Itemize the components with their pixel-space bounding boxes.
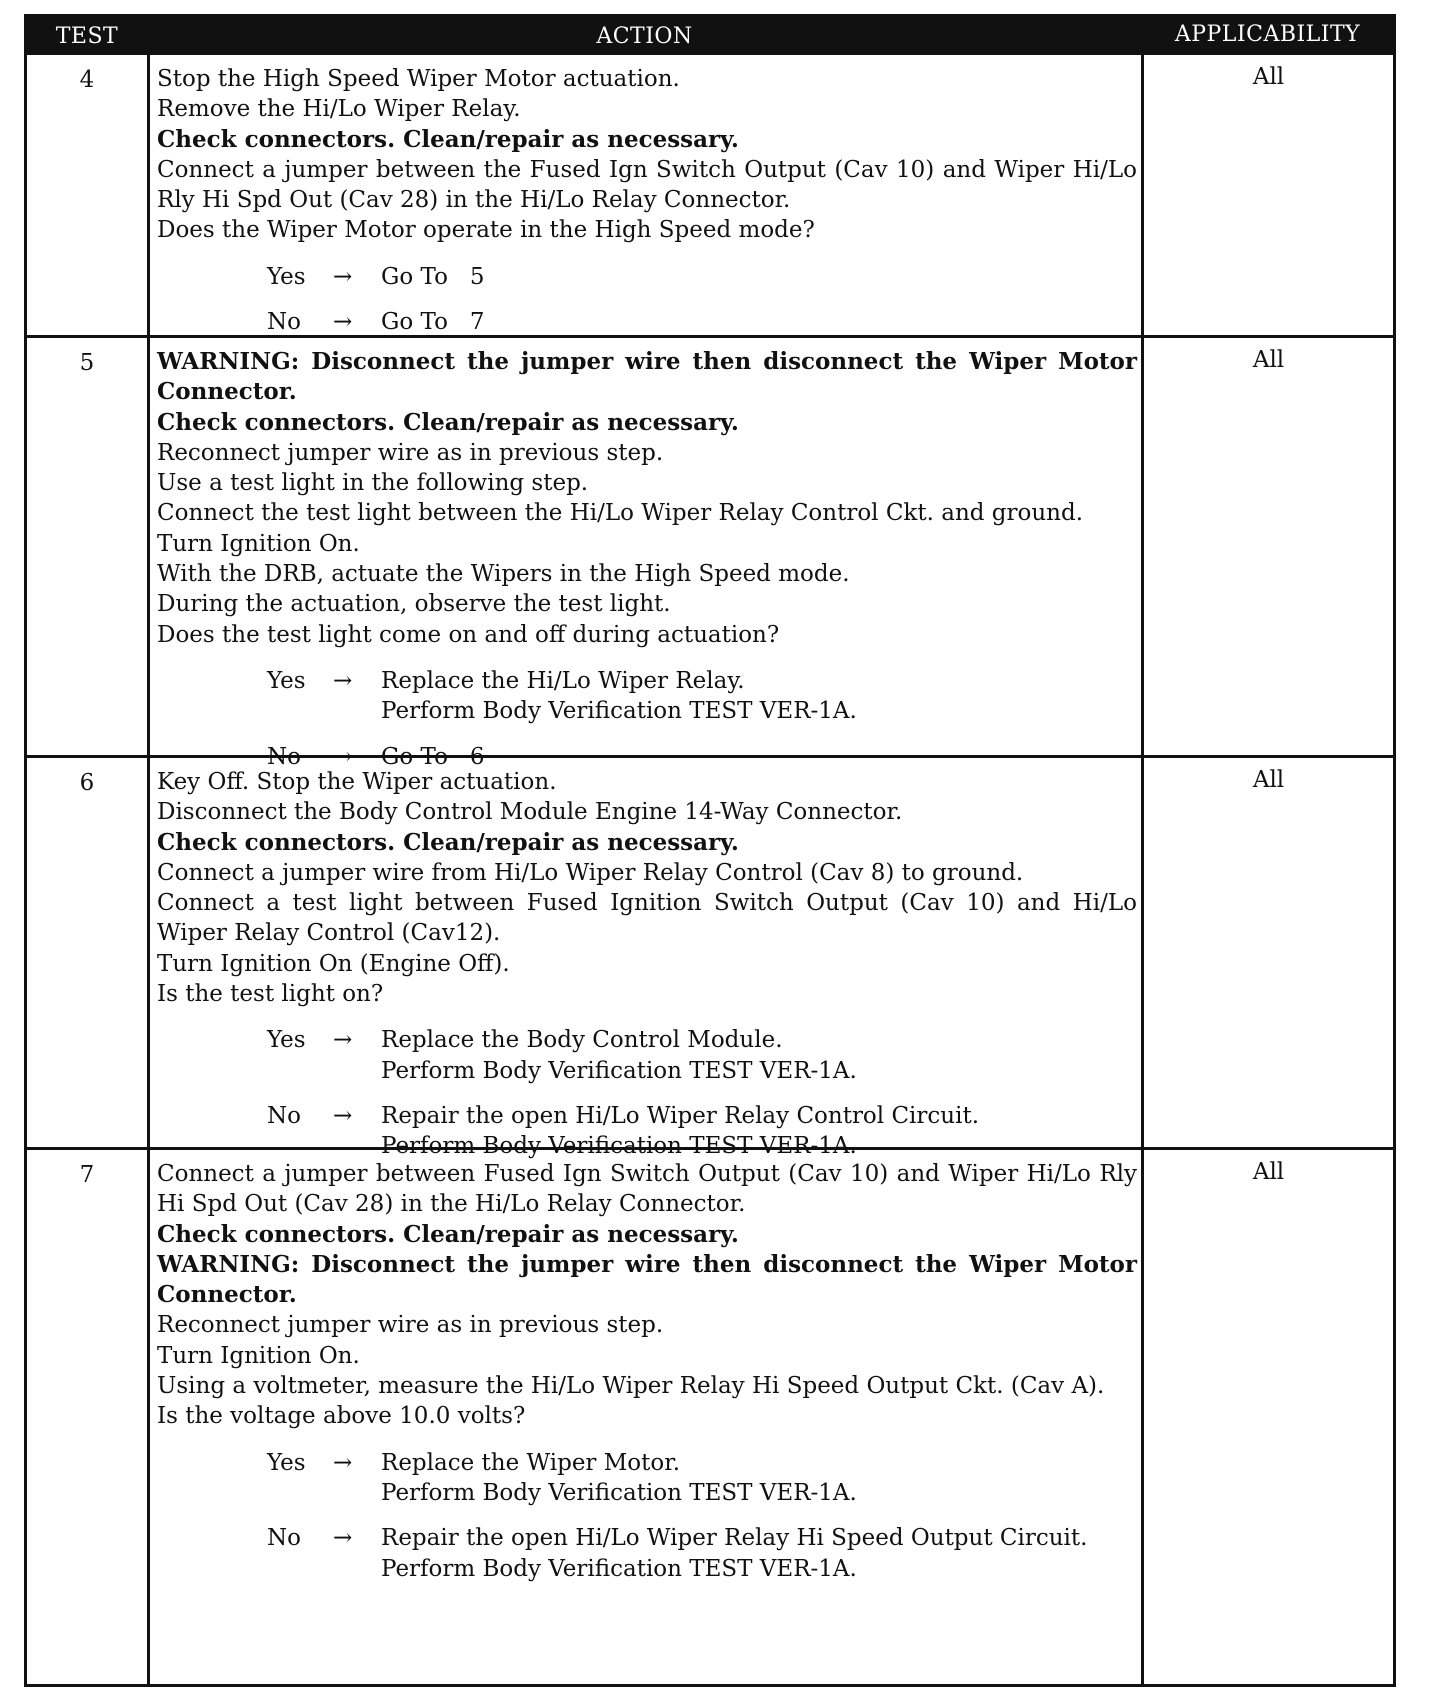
test-number: 7 [79,1162,95,1188]
action-cell [157,1159,1137,1584]
response-answer: Yes [267,263,306,290]
arrow-icon: → [333,1525,353,1552]
action-steps [157,767,1137,1009]
result-line: Perform Body Verification TEST VER-1A. [381,1057,857,1084]
header-action: ACTION [596,24,693,49]
action-step: Reconnect jumper wire as in previous step. [157,1312,664,1339]
test-row-4 [27,55,1393,335]
action-cell [157,767,1137,1162]
action-step: Check connectors. Clean/repair as necessary. [157,408,739,436]
arrow-icon: → [333,743,353,770]
action-step: Does the test light come on and off during actuation? [157,621,780,648]
action-step: Stop the High Speed Wiper Motor actuation. [157,66,680,92]
arrow-icon: → [333,1102,353,1129]
result-line: Go To 5 [381,263,485,290]
result-line: Repair the open Hi/Lo Wiper Relay Hi Speed Output Circuit. [381,1525,1088,1552]
result-line: Perform Body Verification TEST VER-1A. [381,1479,857,1506]
result-line: Perform Body Verification TEST VER-1A. [381,1133,857,1160]
action-step: Reconnect jumper wire as in previous step. [157,439,664,466]
arrow-icon: → [333,309,353,336]
response-yes [267,1025,1137,1086]
action-step: Is the voltage above 10.0 volts? [157,1403,526,1430]
arrow-icon: → [333,263,353,290]
response-yes [267,1448,1137,1509]
result-line: Replace the Body Control Module. [381,1027,783,1054]
action-step: Use a test light in the following step. [157,470,589,497]
action-step: Turn Ignition On (Engine Off). [157,950,510,977]
test-row-6 [27,755,1393,1160]
response-answer: No [267,309,301,336]
response-result [381,666,1137,727]
action-step: Connect a test light between Fused Ignition Switch Output (Cav 10) and Hi/Lo Wiper Relay Control (Cav12). [157,890,1137,947]
result-line: Replace the Hi/Lo Wiper Relay. [381,667,745,694]
action-step: Connect a jumper wire from Hi/Lo Wiper Relay Control (Cav 8) to ground. [157,859,1024,886]
action-steps [157,347,1137,650]
action-step: Check connectors. Clean/repair as necessary. [157,828,739,856]
response-result [381,1025,1137,1086]
applicability-value: All [1252,64,1285,90]
action-step: WARNING: Disconnect the jumper wire then disconnect the Wiper Motor Connector. [157,1250,1137,1309]
header-test: TEST [55,24,119,49]
action-step: During the actuation, observe the test light. [157,591,671,618]
action-step: Connect the test light between the Hi/Lo Wiper Relay Control Ckt. and ground. [157,500,1084,527]
response-result [381,1448,1137,1509]
action-step: Connect a jumper between the Fused Ign Switch Output (Cav 10) and Wiper Hi/Lo Rly Hi Spd Out (Cav 28) in the Hi/Lo Relay Connector. [157,156,1137,214]
applicability-value: All [1252,767,1285,793]
result-line: Go To 6 [381,743,485,770]
action-steps [157,64,1137,246]
response-result [381,262,1137,292]
applicability-value: All [1252,1159,1285,1185]
response-result [381,1523,1137,1584]
arrow-icon: → [333,1027,353,1054]
test-number: 6 [79,770,95,796]
action-step: Does the Wiper Motor operate in the High Speed mode? [157,217,815,244]
table-header [27,17,1393,55]
action-steps [157,1159,1137,1432]
response-answer: Yes [267,1449,306,1476]
diagnostic-test-table [24,14,1396,1687]
action-step: Disconnect the Body Control Module Engine 14-Way Connector. [157,799,903,826]
action-step: Connect a jumper between Fused Ign Switch Output (Cav 10) and Wiper Hi/Lo Rly Hi Spd Out (Cav 28) in the Hi/Lo Relay Connector. [157,1161,1137,1218]
applicability-value: All [1252,347,1285,373]
action-cell [157,64,1137,337]
test-row-7 [27,1147,1393,1684]
response-yes [267,262,1137,292]
response-answer: No [267,1102,301,1129]
result-line: Repair the open Hi/Lo Wiper Relay Control Circuit. [381,1102,979,1129]
arrow-icon: → [333,667,353,694]
action-step: Key Off. Stop the Wiper actuation. [157,769,557,795]
action-step: With the DRB, actuate the Wipers in the High Speed mode. [157,561,850,588]
result-line: Replace the Wiper Motor. [381,1449,680,1476]
response-answer: Yes [267,1027,306,1054]
response-result [381,307,1137,337]
response-yes [267,666,1137,727]
result-line: Go To 7 [381,309,485,336]
action-step: Remove the Hi/Lo Wiper Relay. [157,96,521,123]
action-step: Check connectors. Clean/repair as necessary. [157,125,739,153]
result-line: Perform Body Verification TEST VER-1A. [381,698,857,725]
action-step: WARNING: Disconnect the jumper wire then disconnect the Wiper Motor Connector. [157,348,1137,406]
arrow-icon: → [333,1449,353,1476]
action-step: Using a voltmeter, measure the Hi/Lo Wiper Relay Hi Speed Output Ckt. (Cav A). [157,1373,1105,1400]
response-no [267,1523,1137,1584]
action-step: Turn Ignition On. [157,530,360,557]
response-no [267,307,1137,337]
action-step: Check connectors. Clean/repair as necessary. [157,1220,739,1248]
action-cell [157,347,1137,772]
test-row-5 [27,335,1393,770]
test-number: 4 [79,67,95,93]
response-answer: Yes [267,667,306,694]
action-step: Turn Ignition On. [157,1342,360,1369]
header-applicability: APPLICABILITY [1174,22,1361,47]
action-step: Is the test light on? [157,981,384,1008]
result-line: Perform Body Verification TEST VER-1A. [381,1555,857,1582]
test-number: 5 [79,350,95,376]
response-answer: No [267,1525,301,1552]
response-answer: No [267,743,301,770]
